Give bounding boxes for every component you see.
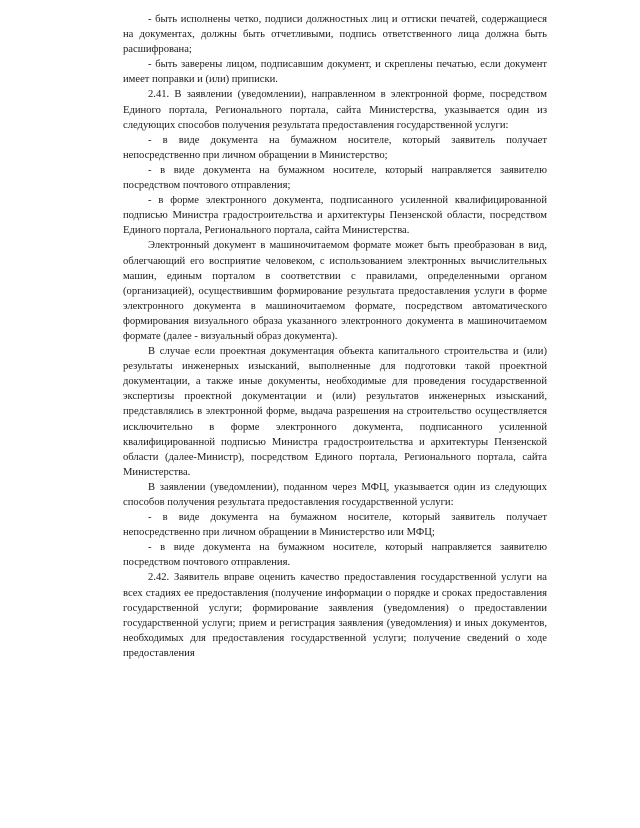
document-body bbox=[123, 12, 547, 661]
paragraph-mfc-application: В заявлении (уведомлении), поданном через МФЦ, указывается один из следующих способов получения результата предоставления государственной услуги: bbox=[123, 481, 547, 508]
list-item-paper-mail: - в виде документа на бумажном носителе, который направляется заявителю посредством почтового отправления; bbox=[123, 164, 547, 192]
clause-2-41: 2.41. В заявлении (уведомлении), направленном в электронной форме, посредством Единого портала, Регионального портала, сайта Министерства, указывается один из следующих способов получения результата предоставления государственной услуги: bbox=[123, 89, 547, 131]
list-item-electronic: - в форме электронного документа, подписанного усиленной квалифицированной подписью Министра градостроительства и архитектуры Пензенской области, посредством Единого портала, Регионального портала, сайта Министерства. bbox=[123, 195, 547, 237]
list-item-mfc-mail: - в виде документа на бумажном носителе, который направляется заявителю посредством почтового отправления. bbox=[123, 542, 547, 569]
paragraph-machine-readable: Электронный документ в машиночитаемом формате может быть преобразован в вид, облегчающий его восприятие человеком, с использованием электронных вычислительных машин, единым порталом в соответствии с правилами, определенными органом (организацией), осуществившим формирование результата предоставления услуги в форме электронного документа в машиночитаемом формате, посредством автоматического формирования визуального образа указанного электронного документа в машиночитаемом формате (далее - визуальный образ документа). bbox=[123, 240, 547, 342]
clause-2-42: 2.42. Заявитель вправе оценить качество предоставления государственной услуги на всех стадиях ее предоставления (получение информации о порядке и сроках предоставления государственной услуги; формирование заявления (уведомления) о предоставлении государственной услуги; прием и регистрация заявления (уведомления) и иных документов, необходимых для предоставления государственной услуги; получение сведений о ходе предоставления bbox=[123, 572, 547, 659]
list-item-signatures: - быть исполнены четко, подписи должностных лиц и оттиски печатей, содержащиеся на документах, должны быть отчетливыми, подпись ответственного лица должна быть расшифрована; bbox=[123, 14, 547, 56]
list-item-paper-personal: - в виде документа на бумажном носителе, который заявитель получает непосредственно при личном обращении в Министерство; bbox=[123, 134, 547, 161]
paragraph-project-documentation: В случае если проектная документация объекта капитального строительства и (или) результаты инженерных изысканий, выполненные для подготовки такой проектной документации, а также иные документы, необходимые для проведения государственной экспертизы проектной документации и (или) результатов инженерных изысканий, представлялись в электронной форме, выдача разрешения на строительство осуществляется исключительно в форме электронного документа, подписанного усиленной квалифицированной подписью Министра градостроительства и архитектуры Пензенской области (далее-Министр), посредством Единого портала, Регионального портала, сайта Министерства. bbox=[123, 346, 547, 478]
list-item-mfc-personal: - в виде документа на бумажном носителе, который заявитель получает непосредственно при личном обращении в Министерство или МФЦ; bbox=[123, 512, 547, 539]
list-item-certification: - быть заверены лицом, подписавшим документ, и скреплены печатью, если документ имеет поправки и (или) приписки. bbox=[123, 59, 547, 86]
